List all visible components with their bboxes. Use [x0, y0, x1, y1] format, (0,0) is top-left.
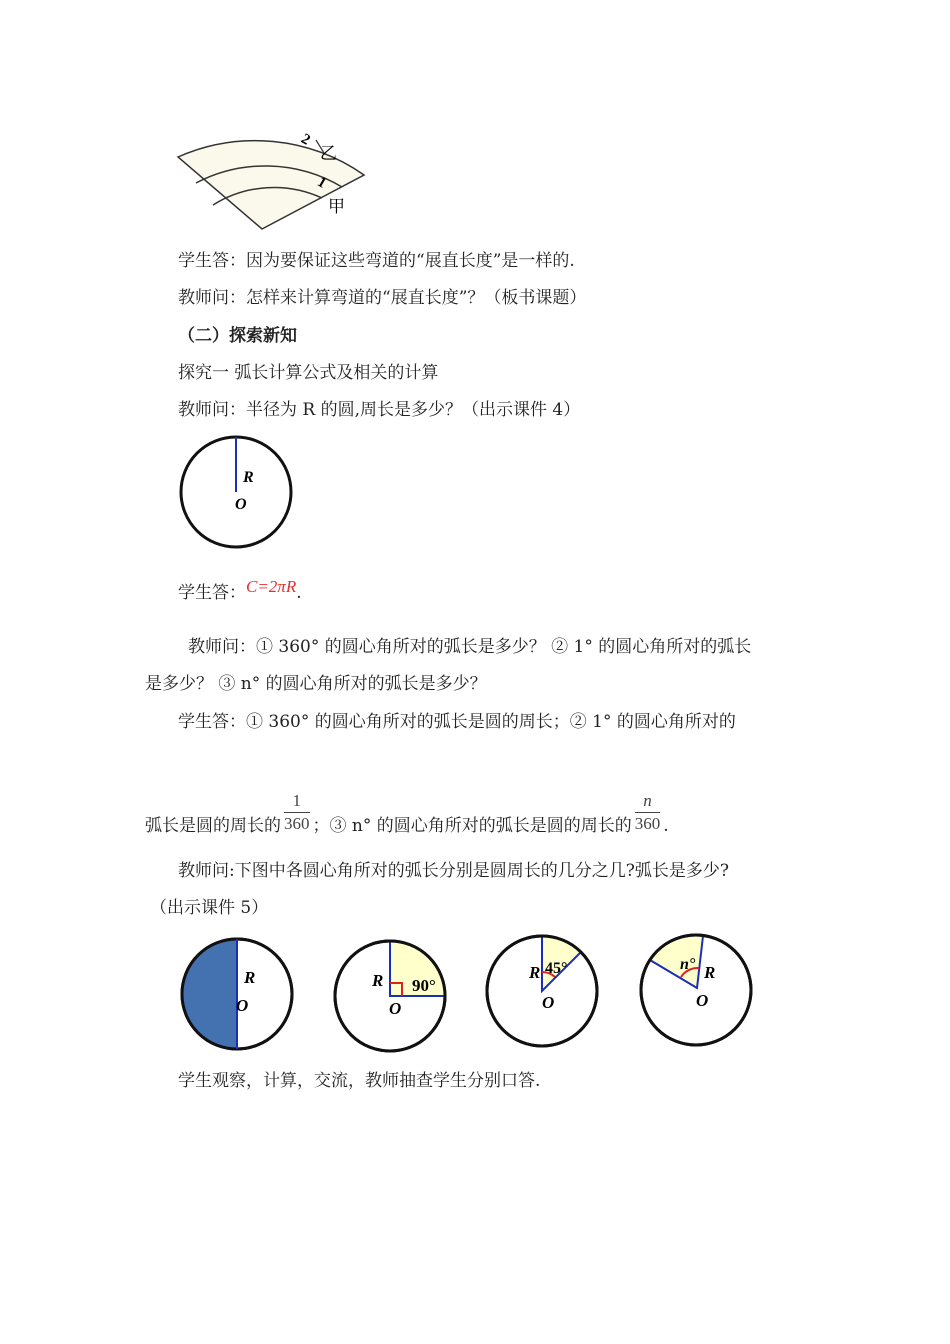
text: ；③ n° 的圆心角所对的弧长是圆的周长的 [312, 816, 632, 836]
explore-title: 探究一 弧长计算公式及相关的计算 [178, 363, 439, 383]
track-figure [170, 105, 380, 240]
numerator: 1 [284, 790, 310, 813]
numerator: n [635, 790, 661, 813]
svg-text:n°: n° [680, 956, 696, 973]
track-label-1: 1 [314, 174, 330, 192]
student-answer-1: 学生答：因为要保证这些弯道的“展直长度”是一样的. [178, 251, 575, 271]
svg-text:R: R [243, 469, 254, 486]
track-label-yi: 乙 [320, 144, 337, 163]
period: . [663, 816, 669, 836]
text: 弧长是圆的周长的 [145, 816, 281, 836]
svg-text:O: O [696, 991, 709, 1010]
svg-text:O: O [235, 496, 247, 513]
track-label-2: 2 [298, 130, 313, 149]
teacher-question-1: 教师问：怎样来计算弯道的“展直长度”？（板书课题） [178, 288, 587, 308]
circle-figure-radius [178, 435, 296, 550]
svg-text:R: R [704, 963, 716, 982]
teacher-question-2: 教师问：半径为 R 的圆,周长是多少？（出示课件 4） [178, 400, 581, 420]
answer-prefix: 学生答： [178, 583, 246, 603]
svg-text:45°: 45° [545, 960, 568, 977]
svg-text:R: R [244, 968, 256, 987]
svg-text:R: R [372, 971, 384, 990]
circle-180-degrees [178, 935, 298, 1053]
courseware-note: （出示课件 5） [150, 898, 269, 918]
teacher-question-3-cont: 是多少？ ③ n° 的圆心角所对的弧长是多少？ [145, 674, 487, 694]
circle-90-degrees [332, 937, 450, 1055]
circumference-formula: C=2πR [246, 577, 297, 596]
fraction-1-360 [284, 790, 310, 835]
denominator: 360 [634, 814, 661, 833]
teacher-question-4: 教师问:下图中各圆心角所对的弧长分别是圆周长的几分之几?弧长是多少? [178, 861, 729, 881]
denominator: 360 [284, 814, 310, 833]
svg-text:O: O [389, 999, 402, 1018]
track-label-jia: 甲 [328, 197, 345, 216]
student-answer-2 [178, 577, 302, 604]
student-answer-3-cont [145, 791, 669, 849]
svg-text:R: R [529, 963, 541, 982]
student-activity: 学生观察，计算，交流，教师抽查学生分别口答. [178, 1071, 541, 1091]
circle-n-degrees [638, 933, 756, 1051]
section-heading: （二）探索新知 [178, 326, 297, 346]
circle-45-degrees [485, 933, 603, 1051]
fraction-n-360 [635, 790, 661, 835]
teacher-question-3: 教师问：① 360° 的圆心角所对的弧长是多少？ ② 1° 的圆心角所对的弧长 [188, 637, 752, 657]
svg-text:90°: 90° [412, 976, 436, 995]
period: . [296, 583, 302, 603]
svg-text:O: O [542, 993, 555, 1012]
student-answer-3: 学生答：① 360° 的圆心角所对的弧长是圆的周长；② 1° 的圆心角所对的 [178, 712, 736, 732]
svg-text:O: O [236, 996, 249, 1015]
